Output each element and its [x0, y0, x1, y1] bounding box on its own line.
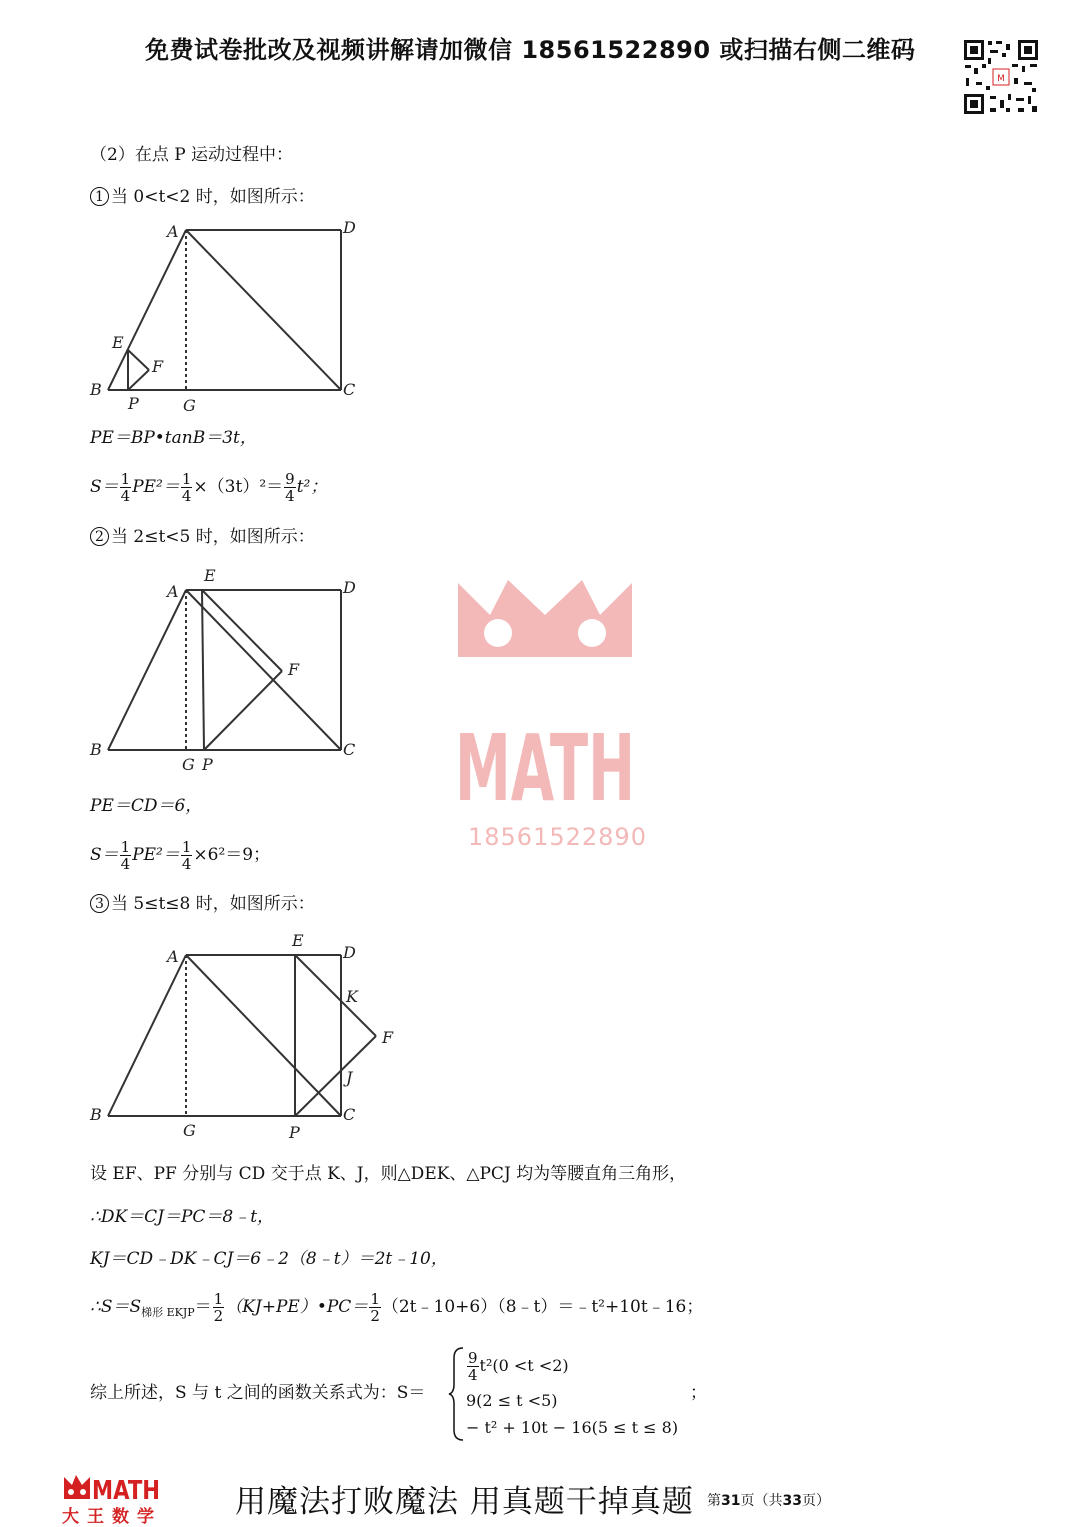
- fig3-label-k: K: [346, 987, 358, 1006]
- fig3-label-p: P: [289, 1123, 300, 1142]
- logo-subtitle: 大王数学: [62, 1507, 162, 1527]
- logo-word: MATH: [92, 1476, 160, 1506]
- piece-1: $\frac{9}{4}$ t²(0 <t <2): [468, 1349, 569, 1384]
- case1-heading: [90, 186, 315, 208]
- fraction: $\frac{9}{4}$: [285, 470, 295, 505]
- fraction: $\frac{9}{4}$: [468, 1349, 478, 1384]
- fig1-label-p: P: [128, 394, 139, 413]
- brand-logo: [62, 1473, 162, 1506]
- fraction: $\frac{1}{4}$: [120, 838, 131, 873]
- page-number: 第31页（共33页）: [707, 1493, 830, 1509]
- watermark-phone: 18561522890: [468, 823, 647, 851]
- fig3-label-e: E: [292, 931, 304, 950]
- piecewise-brace: [448, 1346, 466, 1442]
- case3-condition: 当 5≤t≤8 时，如图所示：: [111, 894, 315, 914]
- case3-line3: KJ＝CD﹣DK﹣CJ＝6﹣2（8﹣t）＝2t﹣10，: [90, 1249, 448, 1269]
- figure-case3: [85, 930, 405, 1150]
- case1-formula: S＝ $\frac{1}{4}$ PE²＝ $\frac{1}{4}$ ×（3t）²＝ $\frac{9}{4}$ t²；: [90, 470, 328, 505]
- fig1-label-b: B: [90, 380, 102, 399]
- fig3-label-d: D: [343, 943, 356, 962]
- fig3-label-b: B: [90, 1105, 102, 1124]
- fraction: $\frac{1}{2}$: [370, 1290, 380, 1325]
- fig3-label-a: A: [167, 947, 179, 966]
- case3-line2: ∴DK＝CJ＝PC＝8﹣t，: [90, 1207, 275, 1227]
- page-header: 免费试卷批改及视频讲解请加微信 18561522890 或扫描右侧二维码: [145, 36, 916, 64]
- case1-condition: 当 0<t<2 时，如图所示：: [111, 187, 315, 207]
- fig1-label-c: C: [343, 380, 356, 399]
- fig3-label-c: C: [343, 1105, 356, 1124]
- case2-formula: S＝ $\frac{1}{4}$ PE²＝ $\frac{1}{4}$ ×6²＝9；: [90, 838, 271, 873]
- figure-case1: [85, 215, 375, 420]
- fig2-label-e: E: [204, 566, 216, 585]
- case3-formula: $\therefore S=S_{梯形 EKJP}=$ $\frac{1}{2}$ （KJ+PE）•PC＝ $\frac{1}{2}$ （2t﹣10+6）（8﹣t）＝﹣t²+10t﹣16；: [90, 1290, 704, 1325]
- fig1-label-e: E: [112, 333, 124, 352]
- fig2-label-c: C: [343, 740, 356, 759]
- case2-heading: [90, 526, 315, 548]
- case2-line1: PE＝CD＝6，: [90, 796, 203, 816]
- watermark-logo: [450, 575, 640, 822]
- case1-marker: 1: [90, 187, 109, 206]
- fraction: $\frac{1}{4}$: [181, 470, 192, 505]
- fig1-label-a: A: [167, 222, 179, 241]
- fig3-label-f: F: [382, 1028, 394, 1047]
- case3-marker: 3: [90, 894, 109, 913]
- fig3-label-j: J: [346, 1068, 353, 1087]
- case3-heading: [90, 893, 315, 915]
- svg-text:M: M: [997, 74, 1005, 84]
- fig1-label-g: G: [183, 396, 196, 415]
- fig1-label-d: D: [343, 218, 356, 237]
- fig2-label-b: B: [90, 740, 102, 759]
- qr-code-icon[interactable]: [962, 38, 1040, 116]
- case3-line1: 设 EF、PF 分别与 CD 交于点 K、J，则△DEK、△PCJ 均为等腰直角三角形，: [90, 1164, 687, 1184]
- fig2-label-g: G: [182, 755, 195, 774]
- fig2-label-f: F: [288, 660, 300, 679]
- piece-3: − t² + 10t − 16(5 ≤ t ≤ 8): [466, 1418, 679, 1437]
- case1-line1: PE＝BP•tanB＝3t，: [90, 428, 257, 448]
- summary-text: 综上所述，S 与 t 之间的函数关系式为：S＝: [90, 1383, 426, 1403]
- fraction: $\frac{1}{2}$: [213, 1290, 224, 1325]
- fraction: $\frac{1}{4}$: [120, 470, 131, 505]
- fig3-label-g: G: [183, 1121, 196, 1140]
- piece-2: 9(2 ≤ t <5): [466, 1391, 558, 1410]
- fig2-label-d: D: [343, 578, 356, 597]
- summary-end: ；: [690, 1383, 707, 1403]
- fig2-label-p: P: [202, 755, 213, 774]
- part2-heading: （2）在点 P 运动过程中：: [90, 145, 294, 165]
- case2-condition: 当 2≤t<5 时，如图所示：: [111, 527, 315, 547]
- fraction: $\frac{1}{4}$: [181, 838, 192, 873]
- footer-slogan: 用魔法打败魔法 用真题干掉真题: [235, 1484, 694, 1520]
- figure-case2: [85, 565, 385, 780]
- fig2-label-a: A: [167, 582, 179, 601]
- fig1-label-f: F: [152, 357, 164, 376]
- case2-marker: 2: [90, 527, 109, 546]
- watermark-word: MATH: [455, 715, 635, 822]
